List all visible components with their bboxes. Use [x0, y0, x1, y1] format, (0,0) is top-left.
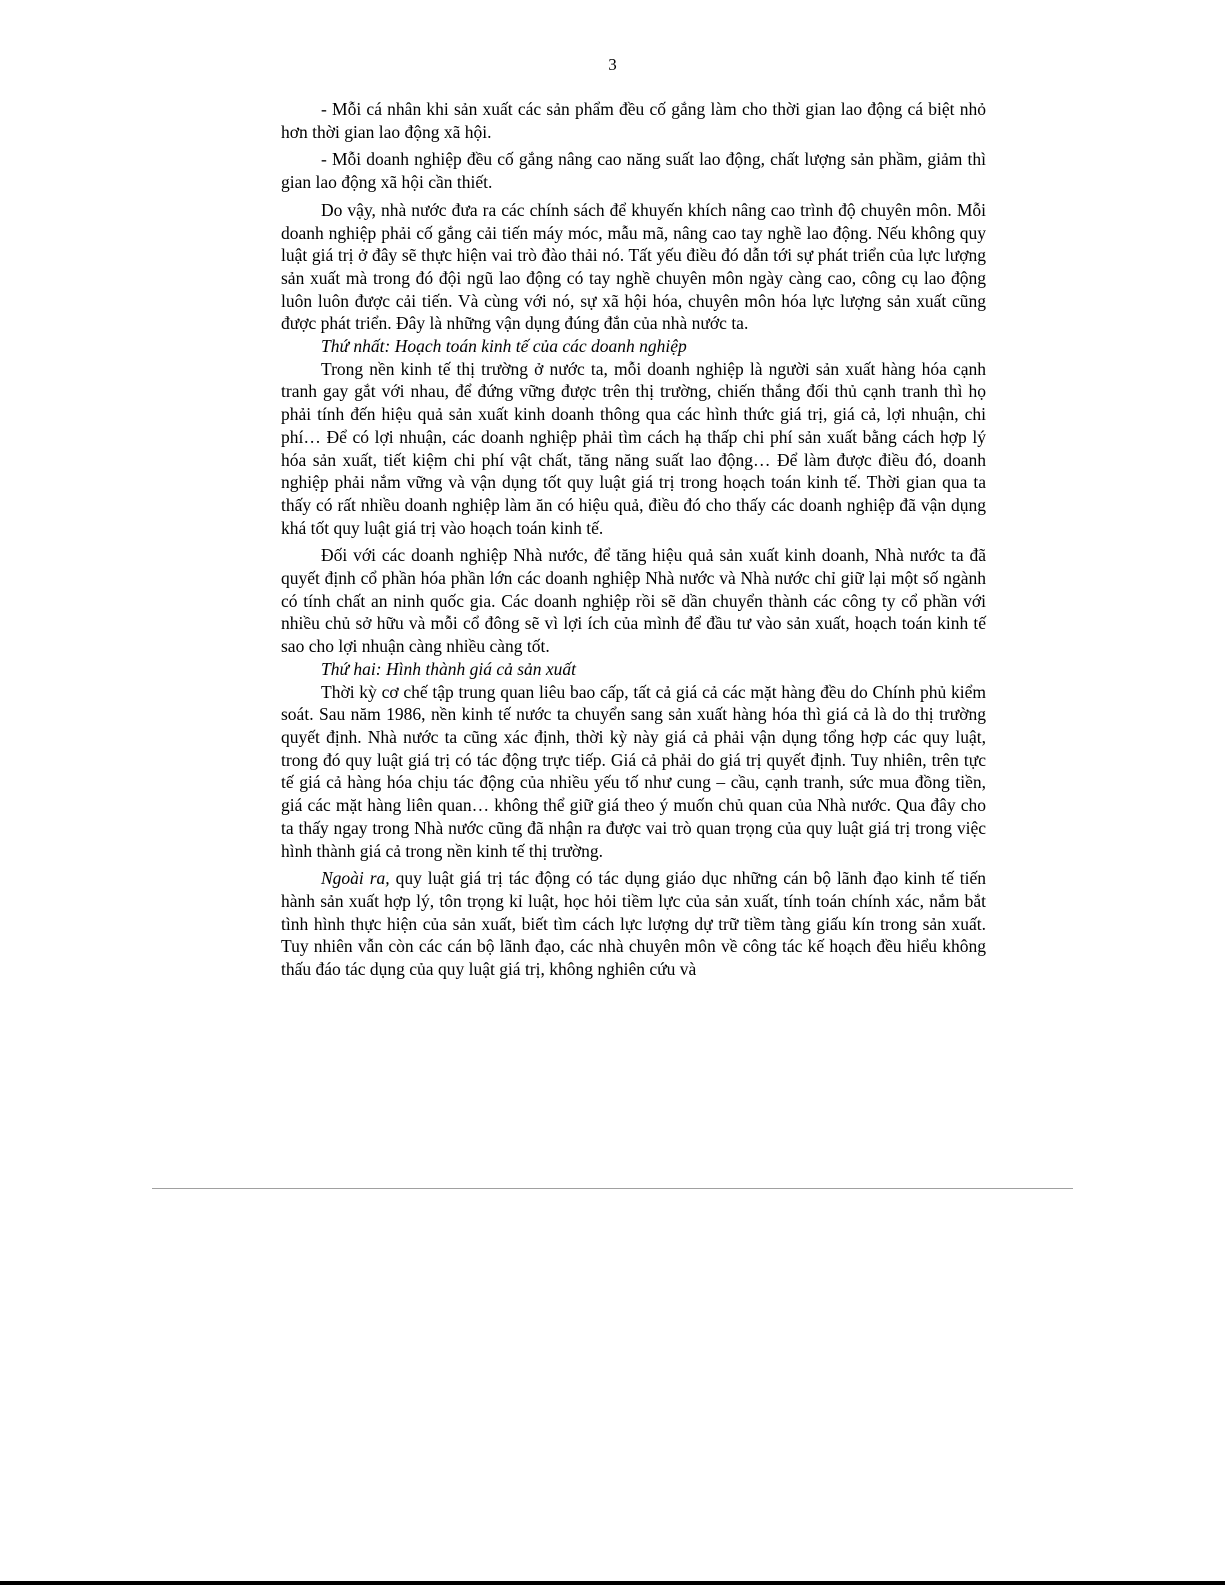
paragraph-lead-phrase: Ngoài ra, — [321, 868, 390, 889]
page-number: 3 — [608, 55, 617, 74]
section-heading-price-formation: Thứ hai: Hình thành giá cả sản xuất — [321, 658, 577, 679]
paragraph-price-mechanism: Thời kỳ cơ chế tập trung quan liêu bao cấp, tất cả giá cả các mặt hàng đều do Chính phủ kiểm soát. Sau năm 1986, nền kinh tế nước ta chuyển sang sản xuất hàng hóa thì giá cả là do thị trường quyết định. Nhà nước ta cũng xác định, thời kỳ này giá cả phải vận dụng tổng hợp các quy luật, trong đó quy luật giá trị có tác động trực tiếp. Giá cả phải do giá trị quyết định. Tuy nhiên, trên tực tế giá cả hàng hóa chịu tác động của nhiều yếu tố như cung – cầu, cạnh tranh, sức mua đồng tiền, giá các mặt hàng liên quan… không thể giữ giá theo ý muốn chủ quan của Nhà nước. Qua đây cho ta thấy ngay trong Nhà nước cũng đã nhận ra được vai trò quan trọng của quy luật giá trị trong việc hình thành giá cả trong nền kinh tế thị trường. — [281, 681, 986, 861]
paragraph-individual-producers: - Mỗi cá nhân khi sản xuất các sản phẩm đều cố gắng làm cho thời gian lao động cá biệt nhỏ hơn thời gian lao động xã hội. — [281, 99, 986, 142]
paragraph-state-enterprises: Đối với các doanh nghiệp Nhà nước, để tăng hiệu quả sản xuất kinh doanh, Nhà nước ta đã quyết định cổ phần hóa phần lớn các doanh nghiệp Nhà nước và Nhà nước chỉ giữ lại một số ngành có tính chất an ninh quốc gia. Các doanh nghiệp rồi sẽ dần chuyển thành các công ty cổ phần với nhiều chủ sở hữu và mỗi cổ đông sẽ vì lợi ích của mình để đầu tư vào sản xuất, hoạch toán kinh tế sao cho lợi nhuận càng nhiều càng tốt. — [281, 545, 986, 657]
page-bottom-edge — [0, 1581, 1225, 1585]
document-body — [281, 98, 986, 981]
paragraph-market-competition: Trong nền kinh tế thị trường ở nước ta, mỗi doanh nghiệp là người sản xuất hàng hóa cạnh tranh gay gắt với nhau, để đứng vững được trên thị trường, chiến thắng đối thủ cạnh tranh thì họ phải tính đến hiệu quả sản xuất kinh doanh thông qua các hình thức giá trị, giá cả, lợi nhuận, chi phí… Để có lợi nhuận, các doanh nghiệp phải tìm cách hạ thấp chi phí sản xuất bằng cách hợp lý hóa sản xuất, tiết kiệm chi phí vật chất, tăng năng suất lao động… Để làm được điều đó, doanh nghiệp phải nắm vững và vận dụng tốt quy luật giá trị trong hoạch toán kinh tế. Thời gian qua ta thấy có rất nhiều doanh nghiệp làm ăn có hiệu quả, điều đó cho thấy các doanh nghiệp đã vận dụng khá tốt quy luật giá trị vào hoạch toán kinh tế. — [281, 358, 986, 538]
paragraph-body-text: quy luật giá trị tác động có tác dụng giáo dục những cán bộ lãnh đạo kinh tế tiến hành sản xuất hợp lý, tôn trọng kỉ luật, học hỏi tiềm lực của sản xuất, tính toán chính xác, nắm bắt tình hình thực hiện của sản xuất, biết tìm cách lực lượng dự trữ tiềm tàng giấu kín trong sản xuất. Tuy nhiên vẫn còn các cán bộ lãnh đạo, các nhà chuyên môn về công tác kế hoạch đều hiểu không thấu đáo tác dụng của quy luật giá trị, không nghiên cứu và — [281, 868, 986, 980]
section-heading-economic-accounting: Thứ nhất: Hoạch toán kinh tế của các doanh nghiệp — [321, 336, 687, 357]
paragraph-enterprises-productivity: - Mỗi doanh nghiệp đều cố gắng nâng cao năng suất lao động, chất lượng sản phầm, giảm thì gian lao động xã hội cần thiết. — [281, 149, 986, 193]
paragraph-state-policy: Do vậy, nhà nước đưa ra các chính sách để khuyến khích nâng cao trình độ chuyên môn. Mỗi doanh nghiệp phải cố gắng cải tiến máy móc, mẫu mã, nâng cao tay nghề lao động. Nếu không quy luật giá trị ở đây sẽ thực hiện vai trò đào thải nó. Tất yếu điều đó dẫn tới sự phát triển của lực lượng sản xuất mà trong đó đội ngũ lao động có tay nghề chuyên môn ngày càng cao, công cụ lao động luôn luôn được cải tiến. Và cùng với nó, sự xã hội hóa, chuyên môn hóa lực lượng sản xuất cũng được phát triển. Đây là những vận dụng đúng đắn của nhà nước ta. — [281, 199, 986, 334]
page-divider — [152, 1188, 1073, 1189]
paragraph-educational-effect — [281, 867, 986, 981]
